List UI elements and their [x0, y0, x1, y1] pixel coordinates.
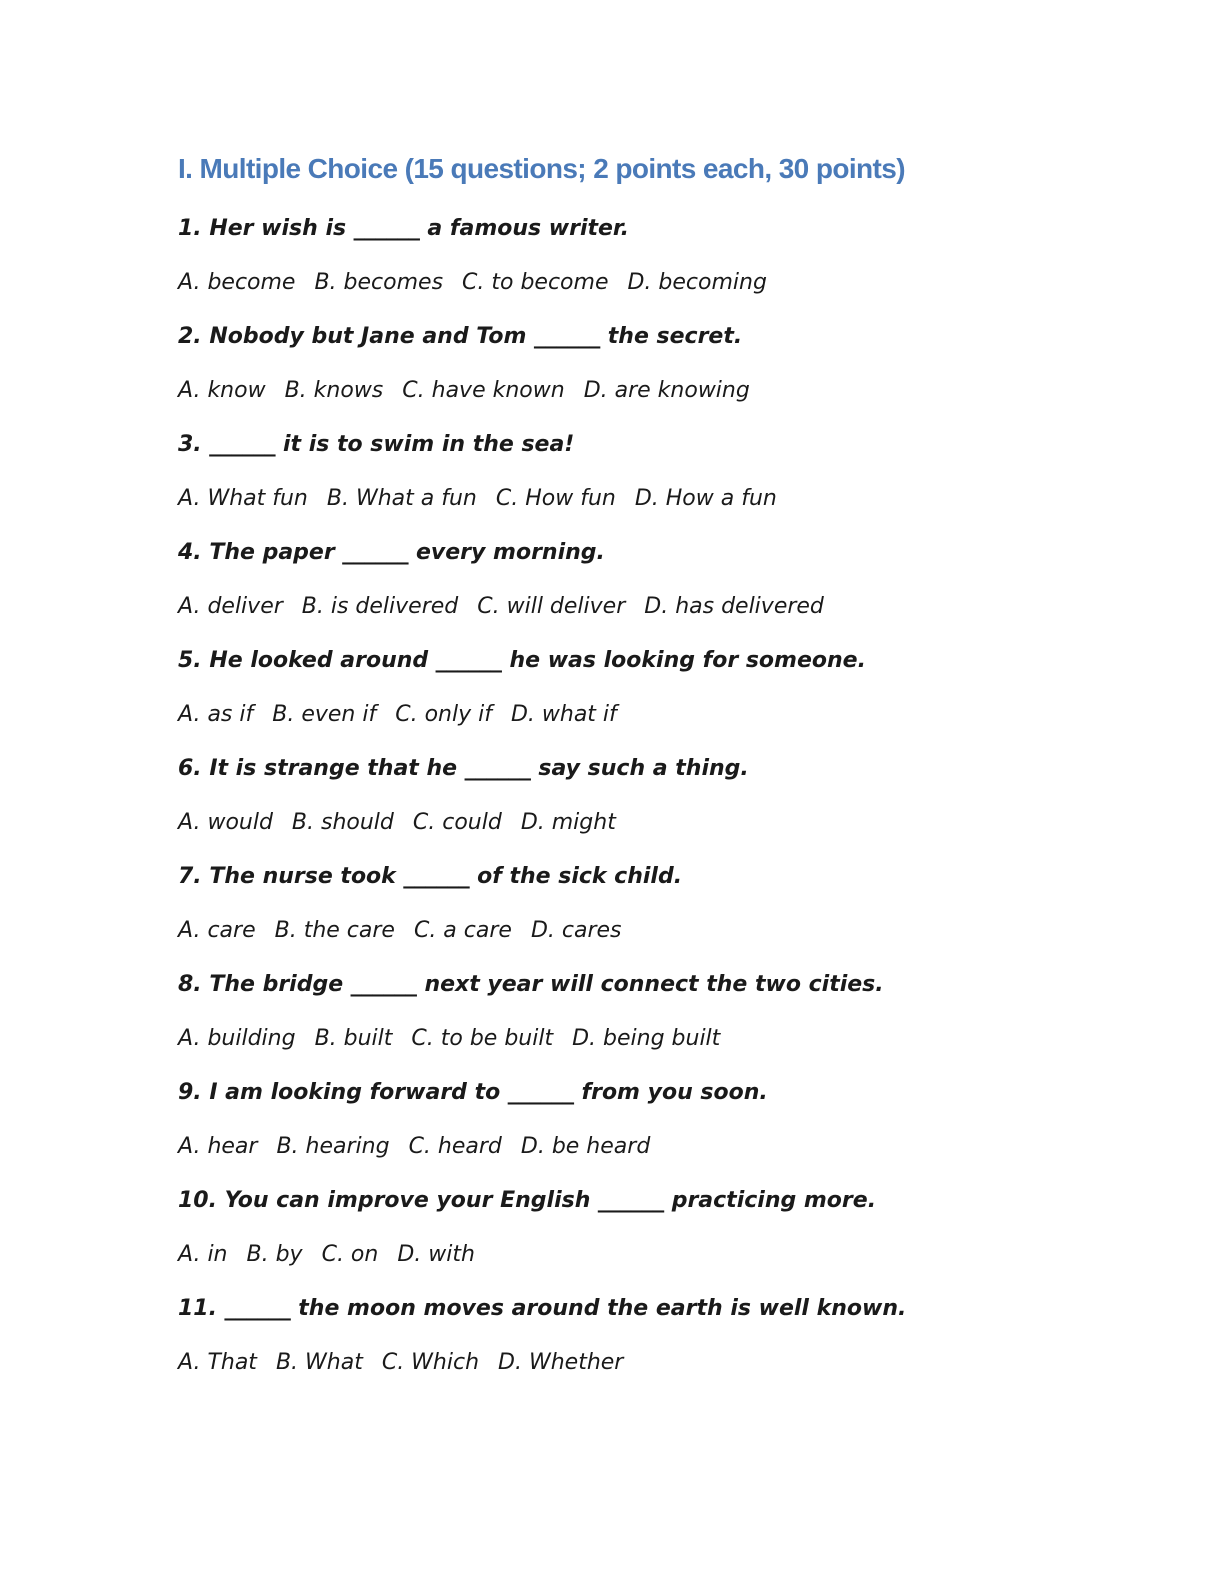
option-d: D. being built [572, 1026, 721, 1051]
question-item [178, 634, 1078, 742]
question-stem: 2. Nobody but Jane and Tom ______ the secret. [178, 324, 743, 349]
option-a: A. deliver [178, 594, 283, 619]
option-a: A. know [178, 378, 266, 403]
question-item [178, 1174, 1078, 1282]
option-a: A. building [178, 1026, 296, 1051]
question-item [178, 1066, 1078, 1174]
option-b: B. is delivered [301, 594, 459, 619]
option-a: A. That [178, 1350, 257, 1375]
answer-options [178, 1120, 1078, 1174]
option-c: C. to be built [411, 1026, 554, 1051]
question-item [178, 1282, 1078, 1390]
worksheet-page [178, 150, 1078, 1390]
option-d: D. cares [530, 918, 622, 943]
question-stem: 6. It is strange that he ______ say such a thing. [178, 756, 749, 781]
question-stem: 10. You can improve your English ______ practicing more. [178, 1188, 877, 1213]
answer-options [178, 580, 1078, 634]
option-c: C. could [412, 810, 502, 835]
answer-options [178, 1012, 1078, 1066]
option-c: C. Which [381, 1350, 480, 1375]
option-d: D. becoming [627, 270, 767, 295]
option-c: C. a care [413, 918, 512, 943]
question-stem: 11. ______ the moon moves around the earth is well known. [178, 1296, 907, 1321]
question-list [178, 202, 1078, 1390]
option-d: D. Whether [498, 1350, 624, 1375]
question-stem: 9. I am looking forward to ______ from you soon. [178, 1080, 768, 1105]
option-b: B. What [275, 1350, 363, 1375]
answer-options [178, 904, 1078, 958]
option-c: C. heard [408, 1134, 502, 1159]
option-a: A. What fun [178, 486, 308, 511]
question-stem: 3. ______ it is to swim in the sea! [178, 432, 575, 457]
question-stem: 4. The paper ______ every morning. [178, 540, 605, 565]
option-b: B. should [291, 810, 394, 835]
option-d: D. are knowing [583, 378, 750, 403]
answer-options [178, 688, 1078, 742]
option-a: A. hear [178, 1134, 258, 1159]
option-d: D. be heard [520, 1134, 651, 1159]
question-item [178, 742, 1078, 850]
question-stem: 1. Her wish is ______ a famous writer. [178, 216, 629, 241]
answer-options [178, 364, 1078, 418]
option-c: C. on [321, 1242, 379, 1267]
option-b: B. the care [274, 918, 395, 943]
option-a: A. in [178, 1242, 228, 1267]
answer-options [178, 256, 1078, 310]
option-d: D. might [520, 810, 616, 835]
answer-options [178, 1228, 1078, 1282]
option-d: D. How a fun [634, 486, 777, 511]
option-b: B. knows [284, 378, 384, 403]
option-d: D. what if [510, 702, 617, 727]
option-d: D. with [397, 1242, 475, 1267]
option-c: C. will deliver [477, 594, 626, 619]
option-d: D. has delivered [644, 594, 824, 619]
question-stem: 7. The nurse took ______ of the sick child. [178, 864, 683, 889]
option-b: B. by [246, 1242, 303, 1267]
question-item [178, 418, 1078, 526]
option-a: A. as if [178, 702, 254, 727]
question-stem: 8. The bridge ______ next year will connect the two cities. [178, 972, 884, 997]
question-item [178, 958, 1078, 1066]
question-item [178, 850, 1078, 958]
option-c: C. have known [402, 378, 565, 403]
answer-options [178, 472, 1078, 526]
question-item [178, 310, 1078, 418]
option-b: B. built [314, 1026, 393, 1051]
option-b: B. hearing [276, 1134, 390, 1159]
option-c: C. to become [462, 270, 609, 295]
answer-options [178, 796, 1078, 850]
answer-options [178, 1336, 1078, 1390]
section-title: I. Multiple Choice (15 questions; 2 points each, 30 points) [178, 153, 905, 184]
question-item [178, 526, 1078, 634]
option-b: B. What a fun [326, 486, 477, 511]
option-b: B. even if [272, 702, 377, 727]
question-item [178, 202, 1078, 310]
option-b: B. becomes [314, 270, 444, 295]
option-c: C. How fun [495, 486, 616, 511]
option-a: A. would [178, 810, 273, 835]
option-a: A. become [178, 270, 296, 295]
option-c: C. only if [395, 702, 492, 727]
option-a: A. care [178, 918, 256, 943]
question-stem: 5. He looked around ______ he was looking for someone. [178, 648, 866, 673]
